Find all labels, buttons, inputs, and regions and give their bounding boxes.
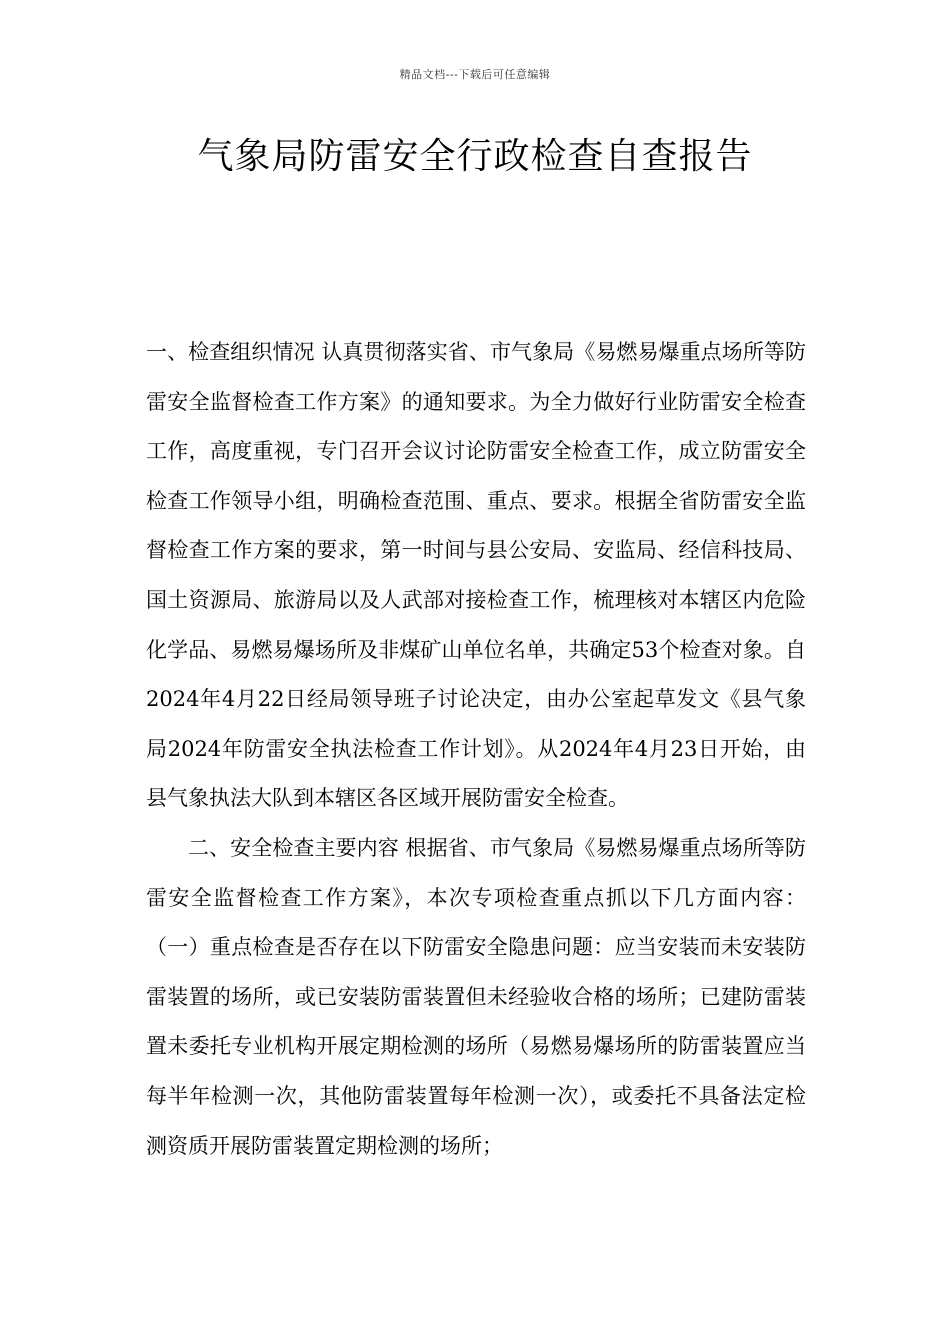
document-title: 气象局防雷安全行政检查自查报告 [197, 136, 753, 177]
paragraph-inspection-organization: 一、检查组织情况 认真贯彻落实省、市气象局《易燃易爆重点场所等防雷安全监督检查工作方案》的通知要求。为全力做好行业防雷安全检查工作，高度重视，专门召开会议讨论防雷安全检查工作，成立防雷安全检查工作领导小组，明确检查范围、重点、要求。根据全省防雷安全监督检查工作方案的要求，第一时间与县公安局、安监局、经信科技局、国土资源局、旅游局以及人武部对接检查工作，梳理核对本辖区内危险化学品、易燃易爆场所及非煤矿山单位名单，共确定53个检查对象。自2024年4月22日经局领导班子讨论决定，由办公室起草发文《县气象局2024年防雷安全执法检查工作计划》。从2024年4月23日开始，由县气象执法大队到本辖区各区域开展防雷安全检查。 [146, 340, 806, 811]
document-body [146, 328, 806, 1171]
paragraph-inspection-content: 二、安全检查主要内容 根据省、市气象局《易燃易爆重点场所等防雷安全监督检查工作方案》，本次专项检查重点抓以下几方面内容：（一）重点检查是否存在以下防雷安全隐患问题：应当安装而未安装防雷装置的场所，或已安装防雷装置但未经验收合格的场所；已建防雷装置未委托专业机构开展定期检测的场所（易燃易爆场所的防雷装置应当每半年检测一次，其他防雷装置每年检测一次），或委托不具备法定检测资质开展防雷装置定期检测的场所； [146, 835, 806, 1158]
header-note: 精品文档---下载后可任意编辑 [399, 68, 551, 81]
